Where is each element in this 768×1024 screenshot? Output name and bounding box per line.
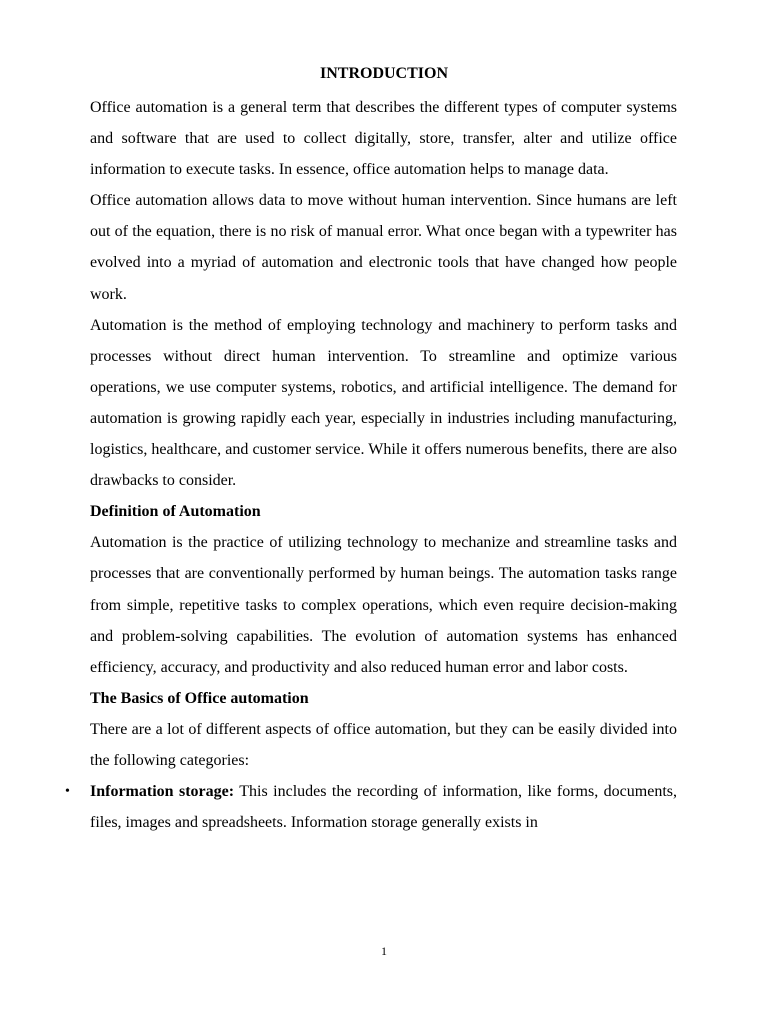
paragraph-definition: Automation is the practice of utilizing technology to mechanize and streamline tasks and processes that are conventionally performed by human beings. The automation tasks range from simple, repetitive tasks to complex operations, which even require decision-making and problem-solving capabilities. The evolution of automation systems has enhanced efficiency, accuracy, and productivity and also reduced human error and labor costs. [90, 534, 677, 676]
page-number: 1 [381, 944, 387, 958]
page-title: INTRODUCTION [319, 65, 448, 82]
paragraph-basics: There are a lot of different aspects of office automation, but they can be easily divided into the following categories: [90, 720, 677, 769]
paragraph-intro-3: Automation is the method of employing technology and machinery to perform tasks and processes without direct human intervention. To streamline and optimize various operations, we use computer systems, robotics, and artificial intelligence. The demand for automation is growing rapidly each year, especially in industries including manufacturing, logistics, healthcare, and customer service. While it offers numerous benefits, there are also drawbacks to consider. [90, 316, 677, 490]
document-body [65, 92, 677, 838]
bullet-icon: • [65, 784, 70, 800]
bullet-label: Information storage: [90, 783, 235, 801]
section-heading-definition: Definition of Automation [90, 503, 261, 521]
paragraph-intro-2: Office automation allows data to move without human intervention. Since humans are left out of the equation, there is no risk of manual error. What once began with a typewriter has evolved into a myriad of automation and electronic tools that have changed how people work. [90, 192, 677, 303]
paragraph-intro-1: Office automation is a general term that describes the different types of computer systems and software that are used to collect digitally, store, transfer, alter and utilize office information to execute tasks. In essence, office automation helps to manage data. [90, 99, 677, 179]
bullet-list [65, 776, 677, 838]
bullet-text: This includes the recording of information, like forms, documents, files, images and spreadsheets. Information storage generally exists in [90, 783, 677, 832]
section-heading-basics: The Basics of Office automation [90, 689, 309, 707]
list-item [65, 776, 677, 838]
